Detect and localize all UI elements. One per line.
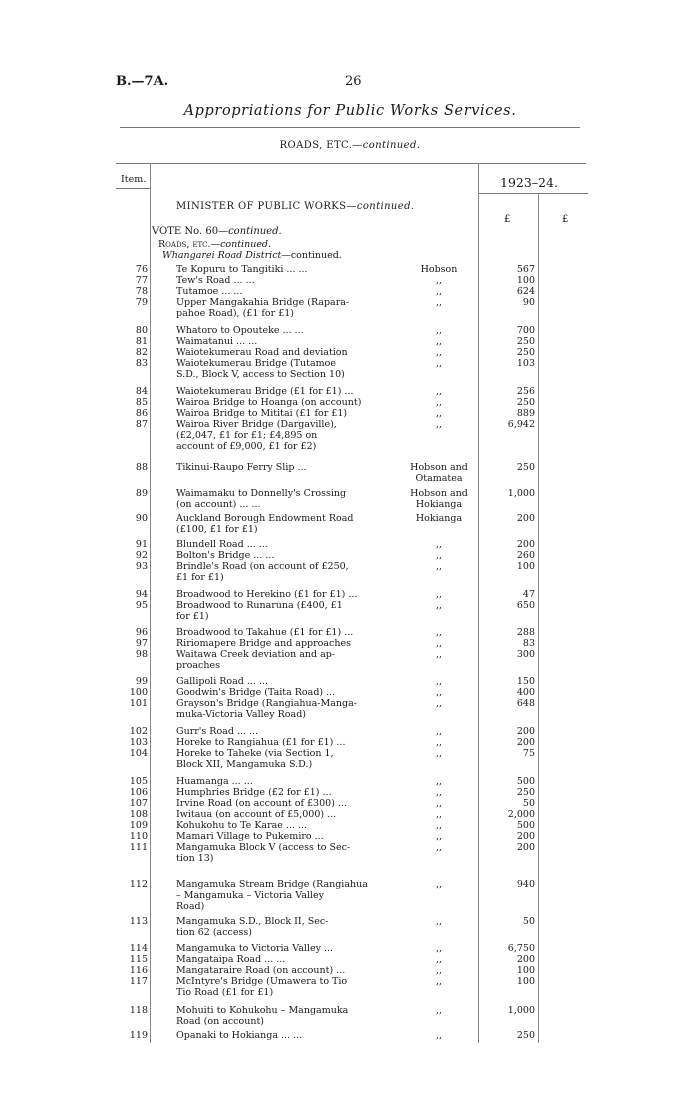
item-description: Te Kopuru to Tangitiki ... ... (176, 264, 308, 275)
electorate: ,, (435, 386, 443, 397)
amount: 2,000 (507, 809, 535, 820)
minister-heading-text: MINISTER OF PUBLIC WORKS— (176, 201, 357, 212)
electorate: ,, (435, 347, 443, 358)
item-description: Mangataraire Road (on account) ... (176, 965, 346, 976)
amount: 47 (522, 589, 535, 600)
electorate: ,, (435, 408, 443, 419)
electorate: ,, (435, 698, 443, 709)
electorate: ,, (435, 748, 443, 759)
amount: 50 (522, 916, 535, 927)
item-number: 97 (135, 638, 148, 649)
item-description: Irvine Road (on account of £300) ... (176, 798, 347, 809)
item-description: Mangamuka Block V (access to Sec- tion 13) (176, 842, 351, 864)
item-description: Mangamuka S.D., Block II, Sec- tion 62 (access) (176, 916, 329, 938)
electorate: Hokianga (415, 513, 463, 524)
electorate: Hobson and Otamatea (410, 462, 468, 484)
section-heading-cont: continued. (362, 140, 421, 151)
item-number: 116 (129, 965, 148, 976)
item-number: 99 (135, 676, 148, 687)
amount: 200 (516, 513, 535, 524)
electorate: ,, (435, 943, 443, 954)
item-description: Kohukohu to Te Karae ... ... (176, 820, 308, 831)
item-number: 79 (135, 297, 148, 308)
item-number: 109 (129, 820, 148, 831)
item-column-divider (150, 163, 151, 1043)
item-description: Bolton's Bridge ... ... (176, 550, 275, 561)
electorate: ,, (435, 297, 443, 308)
item-description: Gallipoli Road ... ... (176, 676, 269, 687)
item-number: 93 (135, 561, 148, 572)
pound-sign-2: £ (562, 214, 569, 225)
amount: 250 (516, 1030, 535, 1041)
amount: 400 (516, 687, 535, 698)
amount: 250 (516, 787, 535, 798)
item-description: Ririomapere Bridge and approaches (176, 638, 351, 649)
item-number: 78 (135, 286, 148, 297)
item-number: 103 (129, 737, 148, 748)
amount: 100 (516, 965, 535, 976)
item-number: 89 (135, 488, 148, 499)
item-number: 87 (135, 419, 148, 430)
electorate: ,, (435, 275, 443, 286)
amount: 889 (516, 408, 535, 419)
item-description: Gurr's Road ... ... (176, 726, 259, 737)
pound-sign-1: £ (504, 214, 511, 225)
electorate: ,, (435, 726, 443, 737)
item-number: 76 (135, 264, 148, 275)
amount: 6,750 (507, 943, 535, 954)
item-description: Waiotekumerau Road and deviation (176, 347, 348, 358)
item-description: Broadwood to Runaruna (£400, £1 for £1) (176, 600, 343, 622)
item-number: 88 (135, 462, 148, 473)
amount: 150 (516, 676, 535, 687)
item-number: 108 (129, 809, 148, 820)
item-description: Huamanga ... ... (176, 776, 253, 787)
title-rule (120, 127, 580, 128)
item-number: 77 (135, 275, 148, 286)
item-number: 105 (129, 776, 148, 787)
item-description: Grayson's Bridge (Rangiahua-Manga- muka-Victoria Valley Road) (176, 698, 357, 720)
item-column-header: Item. (121, 174, 147, 185)
item-description: Waiotekumerau Bridge (Tutamoe S.D., Block V, access to Section 10) (176, 358, 345, 380)
electorate: ,, (435, 397, 443, 408)
page-number: 26 (345, 74, 362, 89)
item-description: Waitawa Creek deviation and ap- proaches (176, 649, 336, 671)
item-header-rule (116, 188, 150, 189)
item-number: 115 (129, 954, 148, 965)
electorate: ,, (435, 676, 443, 687)
item-description: McIntyre's Bridge (Umawera to Tio Tio Road (£1 for £1) (176, 976, 348, 998)
minister-heading-cont: continued. (356, 201, 415, 212)
electorate: ,, (435, 831, 443, 842)
item-description: Goodwin's Bridge (Taita Road) ... (176, 687, 336, 698)
item-description: Whatoro to Opouteke ... ... (176, 325, 304, 336)
electorate: Hobson and Hokianga (410, 488, 468, 510)
electorate: ,, (435, 737, 443, 748)
item-description: Mohuiti to Kohukohu – Mangamuka Road (on account) (176, 1005, 349, 1027)
vote-heading (152, 226, 282, 237)
electorate: ,, (435, 286, 443, 297)
item-number: 112 (129, 879, 148, 890)
item-number: 92 (135, 550, 148, 561)
section-heading (0, 140, 700, 151)
electorate: ,, (435, 600, 443, 611)
item-number: 117 (129, 976, 148, 987)
electorate: ,, (435, 879, 443, 890)
amount: 650 (516, 600, 535, 611)
amount: 500 (516, 820, 535, 831)
item-number: 107 (129, 798, 148, 809)
electorate: ,, (435, 561, 443, 572)
amount: 75 (522, 748, 535, 759)
amount: 648 (516, 698, 535, 709)
amount: 100 (516, 561, 535, 572)
electorate: ,, (435, 687, 443, 698)
item-description: Horeke to Taheke (via Section 1, Block XII, Mangamuka S.D.) (176, 748, 334, 770)
item-description: Brindle's Road (on account of £250, £1 for £1) (176, 561, 349, 583)
amount: 567 (516, 264, 535, 275)
amount: 103 (516, 358, 535, 369)
electorate: ,, (435, 325, 443, 336)
electorate: ,, (435, 798, 443, 809)
amount: 624 (516, 286, 535, 297)
roads-heading (158, 239, 271, 250)
electorate: ,, (435, 649, 443, 660)
electorate: ,, (435, 539, 443, 550)
electorate: ,, (435, 965, 443, 976)
item-number: 90 (135, 513, 148, 524)
item-number: 86 (135, 408, 148, 419)
district-name: Whangarei Road District (162, 250, 282, 261)
electorate: ,, (435, 358, 443, 369)
item-description: Wairoa Bridge to Mititai (£1 for £1) (176, 408, 348, 419)
roads-heading-text: Roads, etc. (158, 239, 211, 250)
item-description: Mangamuka to Victoria Valley ... (176, 943, 334, 954)
item-number: 83 (135, 358, 148, 369)
item-description: Wairoa River Bridge (Dargaville), (£2,047, £1 for £1; £4,895 on account of £9,000, £1 for £2) (176, 419, 337, 452)
item-number: 85 (135, 397, 148, 408)
electorate: ,, (435, 954, 443, 965)
electorate: ,, (435, 820, 443, 831)
section-heading-text: ROADS, ETC.— (279, 140, 363, 151)
item-number: 84 (135, 386, 148, 397)
amount: 100 (516, 976, 535, 987)
item-description: Humphries Bridge (£2 for £1) ... (176, 787, 332, 798)
item-number: 118 (129, 1005, 148, 1016)
item-number: 82 (135, 347, 148, 358)
item-number: 100 (129, 687, 148, 698)
item-number: 111 (129, 842, 148, 853)
item-number: 114 (129, 943, 148, 954)
item-number: 96 (135, 627, 148, 638)
electorate: ,, (435, 589, 443, 600)
amount: 250 (516, 397, 535, 408)
item-description: Iwitaua (on account of £5,000) ... (176, 809, 337, 820)
page-title: Appropriations for Public Works Services. (183, 103, 517, 119)
minister-heading (176, 201, 414, 212)
amount: 1,000 (507, 488, 535, 499)
vote-heading-cont: continued. (228, 226, 282, 237)
amount: 200 (516, 726, 535, 737)
electorate: ,, (435, 776, 443, 787)
item-description: Broadwood to Takahue (£1 for £1) ... (176, 627, 354, 638)
electorate: Hobson (420, 264, 458, 275)
year-column-header: 1923–24. (500, 175, 558, 190)
electorate: ,, (435, 627, 443, 638)
item-description: Tew's Road ... ... (176, 275, 255, 286)
electorate: ,, (435, 787, 443, 798)
item-number: 104 (129, 748, 148, 759)
amount: 700 (516, 325, 535, 336)
item-description: Waimatanui ... ... (176, 336, 258, 347)
item-number: 91 (135, 539, 148, 550)
electorate: ,, (435, 916, 443, 927)
item-description: Upper Mangakahia Bridge (Rapara- pahoe Road), (£1 for £1) (176, 297, 350, 319)
item-description: Horeke to Rangiahua (£1 for £1) ... (176, 737, 346, 748)
item-description: Waimamaku to Donnelly's Crossing (on account) ... ... (176, 488, 347, 510)
item-description: Mamari Village to Pukemiro ... (176, 831, 324, 842)
electorate: ,, (435, 1005, 443, 1016)
item-description: Tikinui-Raupo Ferry Slip ... (176, 462, 307, 473)
item-description: Waiotekumerau Bridge (£1 for £1) ... (176, 386, 354, 397)
item-number: 110 (129, 831, 148, 842)
item-number: 101 (129, 698, 148, 709)
item-description: Wairoa Bridge to Hoanga (on account) (176, 397, 362, 408)
item-description: Auckland Borough Endowment Road (£100, £1 for £1) (176, 513, 354, 535)
amount: 250 (516, 336, 535, 347)
item-number: 94 (135, 589, 148, 600)
table-top-rule (116, 163, 586, 164)
electorate: ,, (435, 550, 443, 561)
amount: 50 (522, 798, 535, 809)
amount: 250 (516, 462, 535, 473)
amount: 288 (516, 627, 535, 638)
item-number: 80 (135, 325, 148, 336)
item-description: Tutamoe ... ... (176, 286, 243, 297)
electorate: ,, (435, 809, 443, 820)
amount-column-divider-right (538, 193, 539, 1043)
district-cont: —continued. (281, 250, 342, 261)
amount: 200 (516, 539, 535, 550)
amount: 256 (516, 386, 535, 397)
electorate: ,, (435, 336, 443, 347)
amount: 100 (516, 275, 535, 286)
item-number: 81 (135, 336, 148, 347)
amount: 90 (522, 297, 535, 308)
year-header-rule (478, 193, 588, 194)
amount: 200 (516, 737, 535, 748)
item-description: Blundell Road ... ... (176, 539, 268, 550)
item-number: 102 (129, 726, 148, 737)
electorate: ,, (435, 419, 443, 430)
amount: 83 (522, 638, 535, 649)
electorate: ,, (435, 842, 443, 853)
amount: 940 (516, 879, 535, 890)
amount: 500 (516, 776, 535, 787)
electorate: ,, (435, 976, 443, 987)
amount: 200 (516, 842, 535, 853)
electorate: ,, (435, 1030, 443, 1041)
item-description: Mangataipa Road ... ... (176, 954, 286, 965)
item-number: 113 (129, 916, 148, 927)
amount: 1,000 (507, 1005, 535, 1016)
amount: 300 (516, 649, 535, 660)
roads-heading-cont: —continued. (210, 239, 272, 250)
district-heading (162, 250, 342, 261)
amount: 200 (516, 831, 535, 842)
amount: 250 (516, 347, 535, 358)
item-number: 98 (135, 649, 148, 660)
doc-reference: B.—7A. (116, 74, 169, 89)
vote-heading-text: VOTE No. 60— (152, 226, 229, 237)
item-number: 119 (129, 1030, 148, 1041)
item-description: Broadwood to Herekino (£1 for £1) ... (176, 589, 358, 600)
item-number: 106 (129, 787, 148, 798)
electorate: ,, (435, 638, 443, 649)
amount: 6,942 (507, 419, 535, 430)
item-description: Mangamuka Stream Bridge (Rangiahua – Mangamuka – Victoria Valley Road) (176, 879, 368, 912)
amount: 260 (516, 550, 535, 561)
item-number: 95 (135, 600, 148, 611)
item-description: Opanaki to Hokianga ... ... (176, 1030, 303, 1041)
amount: 200 (516, 954, 535, 965)
